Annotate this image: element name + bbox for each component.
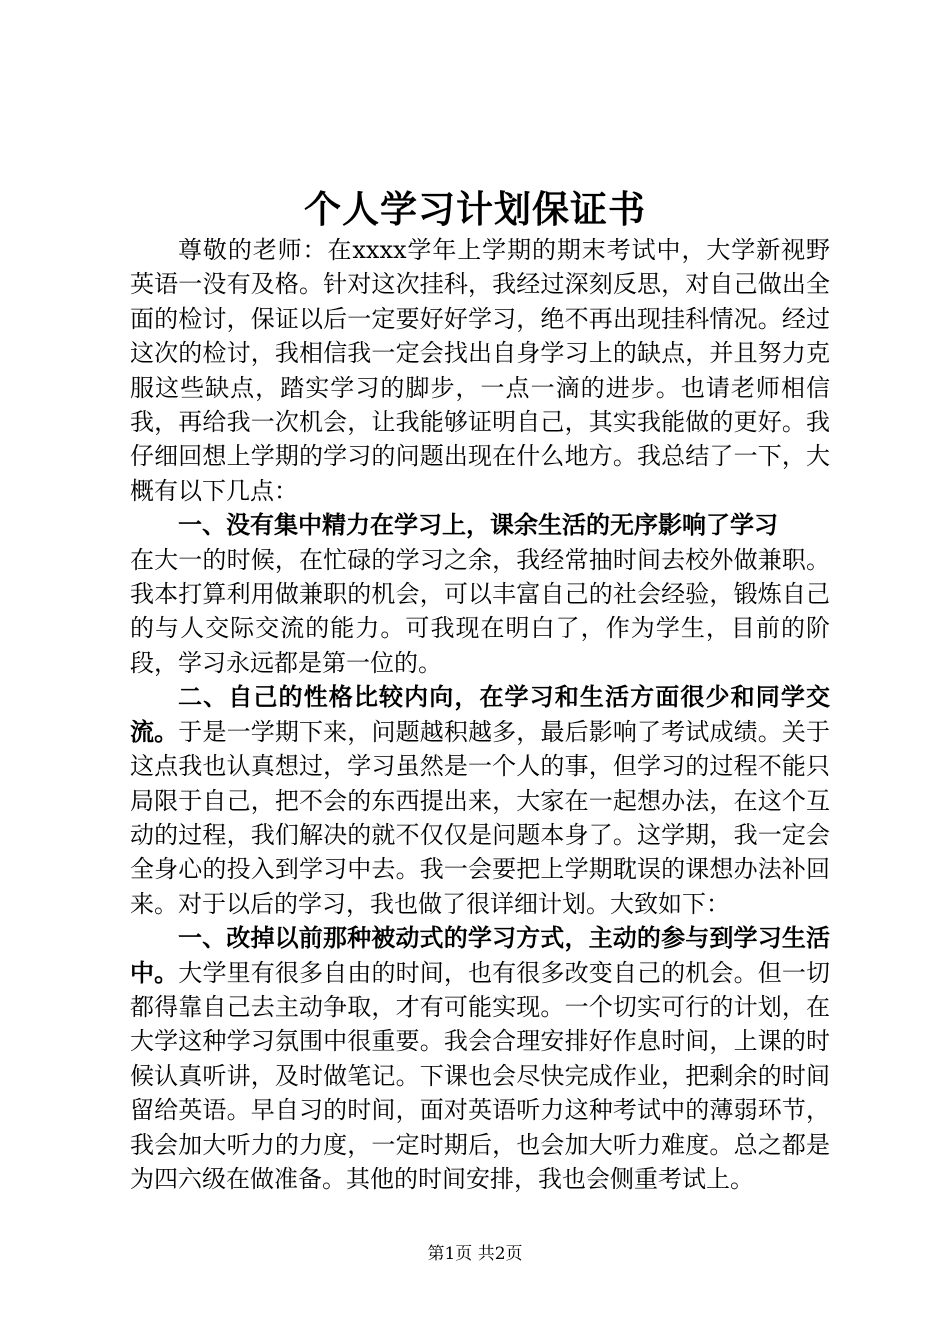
paragraph-part-time: 在大一的时候，在忙碌的学习之余，我经常抽时间去校外做兼职。我本打算利用做兼职的机会，可以丰富自己的社会经验，锻炼自己的与人交际交流的能力。可我现在明白了，作为学生，目前的阶段，学习永远都是第一位的。 (130, 545, 830, 677)
paragraph-plan (130, 921, 830, 1196)
page-footer: 第1页 共2页 (427, 1244, 523, 1264)
paragraph-intro: 尊敬的老师：在xxxx学年上学期的期末考试中，大学新视野英语一没有及格。针对这次挂科，我经过深刻反思，对自己做出全面的检讨，保证以后一定要好好学习，绝不再出现挂科情况。经过这次的检讨，我相信我一定会找出自身学习上的缺点，并且努力克服这些缺点，踏实学习的脚步，一点一滴的进步。也请老师相信我，再给我一次机会，让我能够证明自己，其实我能做的更好。我仔细回想上学期的学习的问题出现在什么地方。我总结了一下，大概有以下几点： (130, 236, 830, 505)
paragraph-plan-text: 大学里有很多自由的时间，也有很多改变自己的机会。但一切都得靠自己去主动争取，才有可能实现。一个切实可行的计划，在大学这种学习氛围中很重要。我会合理安排好作息时间，上课的时候认真听讲，及时做笔记。下课也会尽快完成作业，把剩余的时间留给英语。早自习的时间，面对英语听力这种考试中的薄弱环节，我会加大听力的力度，一定时期后，也会加大听力难度。总之都是为四六级在做准备。其他的时间安排，我也会侧重考试上。 (130, 958, 831, 1193)
paragraph-introvert-text: 于是一学期下来，问题越积越多，最后影响了考试成绩。关于这点我也认真想过，学习虽然是一个人的事，但学习的过程不能只局限于自己，把不会的东西提出来，大家在一起想办法，在这个互动的过程，我们解决的就不仅仅是问题本身了。这学期，我一定会全身心的投入到学习中去。我一会要把上学期耽误的课想办法补回来。对于以后的学习，我也做了很详细计划。大致如下： (130, 717, 831, 918)
document-body (130, 233, 830, 1196)
section-heading-2: 二、自己的性格比较内向，在学习和生活方面很少和同学交流。 (130, 682, 830, 746)
section-heading-1: 一、没有集中精力在学习上，课余生活的无序影响了学习 (178, 510, 778, 540)
paragraph-introvert (130, 680, 830, 921)
section-heading-3: 一、改掉以前那种被动式的学习方式，主动的参与到学习生活中。 (130, 923, 830, 987)
page-title: 个人学习计划保证书 (304, 187, 646, 231)
